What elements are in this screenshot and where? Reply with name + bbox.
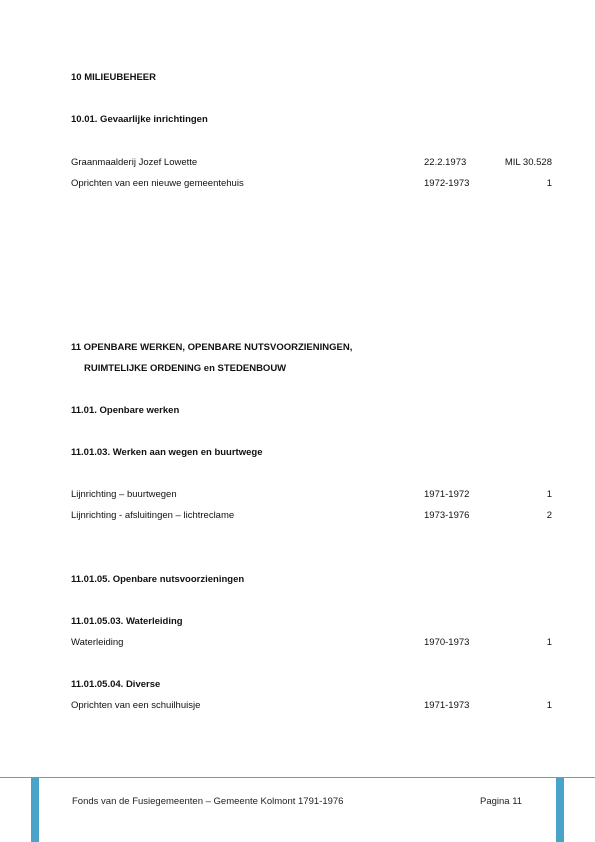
row-date: 1970-1973 bbox=[424, 637, 470, 648]
row-title: Waterleiding bbox=[71, 637, 124, 648]
section-11-01-heading: 11.01. Openbare werken bbox=[71, 405, 180, 416]
footer-page-number: Pagina 11 bbox=[480, 796, 523, 807]
row-number: MIL 30.528 bbox=[504, 157, 552, 168]
row-number: 1 bbox=[546, 700, 552, 711]
footer-left-bar bbox=[31, 778, 39, 842]
row-date: 1972-1973 bbox=[424, 178, 470, 189]
row-date: 1971-1972 bbox=[424, 489, 470, 500]
row-title: Oprichten van een nieuwe gemeentehuis bbox=[71, 178, 244, 189]
row-date: 22.2.1973 bbox=[424, 157, 467, 168]
row-title: Lijnrichting – buurtwegen bbox=[71, 489, 177, 500]
section-11-heading: 11 OPENBARE WERKEN, OPENBARE NUTSVOORZIENINGEN, bbox=[71, 342, 353, 353]
row-number: 1 bbox=[546, 637, 552, 648]
row-title: Oprichten van een schuilhuisje bbox=[71, 700, 201, 711]
section-11-heading-continued: RUIMTELIJKE ORDENING en STEDENBOUW bbox=[84, 363, 287, 374]
row-number: 2 bbox=[546, 510, 552, 521]
row-date: 1973-1976 bbox=[424, 510, 470, 521]
row-date: 1971-1973 bbox=[424, 700, 470, 711]
row-title: Graanmaalderij Jozef Lowette bbox=[71, 157, 198, 168]
footer-right-bar bbox=[556, 778, 564, 842]
row-title: Lijnrichting - afsluitingen – lichtreclame bbox=[71, 510, 235, 521]
section-11-01-05-03-heading: 11.01.05.03. Waterleiding bbox=[71, 616, 183, 627]
section-11-01-03-heading: 11.01.03. Werken aan wegen en buurtwege bbox=[71, 447, 263, 458]
footer-title: Fonds van de Fusiegemeenten – Gemeente Kolmont 1791-1976 bbox=[72, 796, 344, 807]
footer-divider bbox=[0, 777, 595, 778]
row-number: 1 bbox=[546, 489, 552, 500]
section-10-01-heading: 10.01. Gevaarlijke inrichtingen bbox=[71, 114, 208, 125]
section-11-01-05-04-heading: 11.01.05.04. Diverse bbox=[71, 679, 161, 690]
section-11-01-05-heading: 11.01.05. Openbare nutsvoorzieningen bbox=[71, 574, 245, 585]
row-number: 1 bbox=[546, 178, 552, 189]
section-10-heading: 10 MILIEUBEHEER bbox=[71, 72, 156, 83]
